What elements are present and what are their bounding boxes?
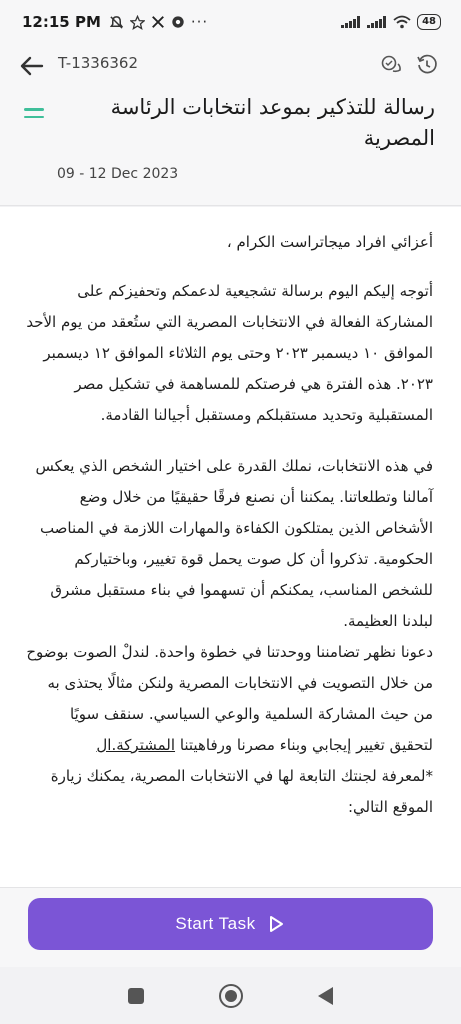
start-task-label: Start Task <box>175 914 256 933</box>
play-icon <box>266 914 286 934</box>
system-nav-bar <box>0 967 461 1024</box>
task-header <box>0 44 461 206</box>
back-arrow-icon <box>20 56 44 76</box>
back-button[interactable] <box>18 52 46 80</box>
wifi-icon <box>393 15 411 29</box>
page-title: رسالة للتذكير بموعد انتخابات الرئاسة المصرية <box>110 95 435 150</box>
comments-button[interactable] <box>378 52 404 78</box>
paragraph-3-underlined: المشتركة.ال <box>96 736 176 754</box>
paragraph-3 <box>0 637 461 761</box>
recent-apps-button[interactable] <box>128 988 144 1004</box>
record-icon <box>171 15 185 29</box>
message-body[interactable] <box>0 207 461 887</box>
paragraph-3-text: دعونا نظهر تضامننا ووحدتنا في خطوة واحدة. لندلْ الصوت بوضوح من خلال التصويت في الانتخابات المصرية ولنكن مثالًا يحتذى به من حيث المشاركة السلمية والوعي السياسي. سنقف سويًا لتحقيق تغيير إيجابي وبناء مصرنا ورفاهيتنا <box>26 643 433 754</box>
star-icon <box>130 15 145 30</box>
footer <box>0 887 461 967</box>
history-icon <box>416 54 438 76</box>
date-range: 09 - 12 Dec 2023 <box>57 166 179 182</box>
task-id: T-1336362 <box>58 54 139 72</box>
paragraph-1: أتوجه إليكم اليوم برسالة تشجيعية لدعمكم وتحفيزكم على المشاركة الفعالة في الانتخابات المصرية التي ستُعقد من يوم الأحد الموافق ١٠ ديسمبر ٢٠٢٣ وحتى يوم الثلاثاء الموافق ١٢ ديسمبر ٢٠٢٣. هذه الفترة هي فرصتكم للمساهمة في تشكيل مصر المستقبلية وتحديد مستقبلكم ومستقبل أجيالنا القادمة. <box>26 282 433 424</box>
start-task-button[interactable] <box>28 898 433 950</box>
status-bar <box>0 0 461 44</box>
status-system-icons <box>341 14 441 30</box>
battery-icon: 48 <box>417 14 441 30</box>
paragraph-4: *لمعرفة لجنتك التابعة لها في الانتخابات المصرية، يمكنك زيارة الموقع التالي: <box>50 767 433 816</box>
chat-bubbles-icon <box>380 54 402 76</box>
status-time: 12:15 PM <box>22 13 101 31</box>
status-notification-icons <box>109 13 208 31</box>
history-button[interactable] <box>414 52 440 78</box>
paragraph-2: في هذه الانتخابات، نملك القدرة على اختيار الشخص الذي يعكس آمالنا وتطلعاتنا. يمكننا أن نصنع فرقًا حقيقيًا من خلال وضع الأشخاص الذين يمتلكون الكفاءة والمهارات اللازمة في المناصب الحكومية. تذكروا أن كل صوت يحمل قوة تغيير، وباختياركم للشخص المناسب، يمكنكم أن تسهموا في بناء مستقبل مشرق لبلدنا العظيمة. <box>35 457 433 630</box>
more-icon: ··· <box>190 13 209 31</box>
home-icon <box>225 990 237 1002</box>
x-icon <box>151 15 165 29</box>
menu-icon[interactable] <box>24 108 44 118</box>
home-button[interactable] <box>219 984 243 1008</box>
greeting-text: أعزائي افراد ميجاتراست الكرام ، <box>226 233 433 251</box>
signal-icon <box>367 16 387 28</box>
mute-icon <box>109 15 124 30</box>
signal-icon <box>341 16 361 28</box>
back-nav-button[interactable] <box>318 987 333 1005</box>
